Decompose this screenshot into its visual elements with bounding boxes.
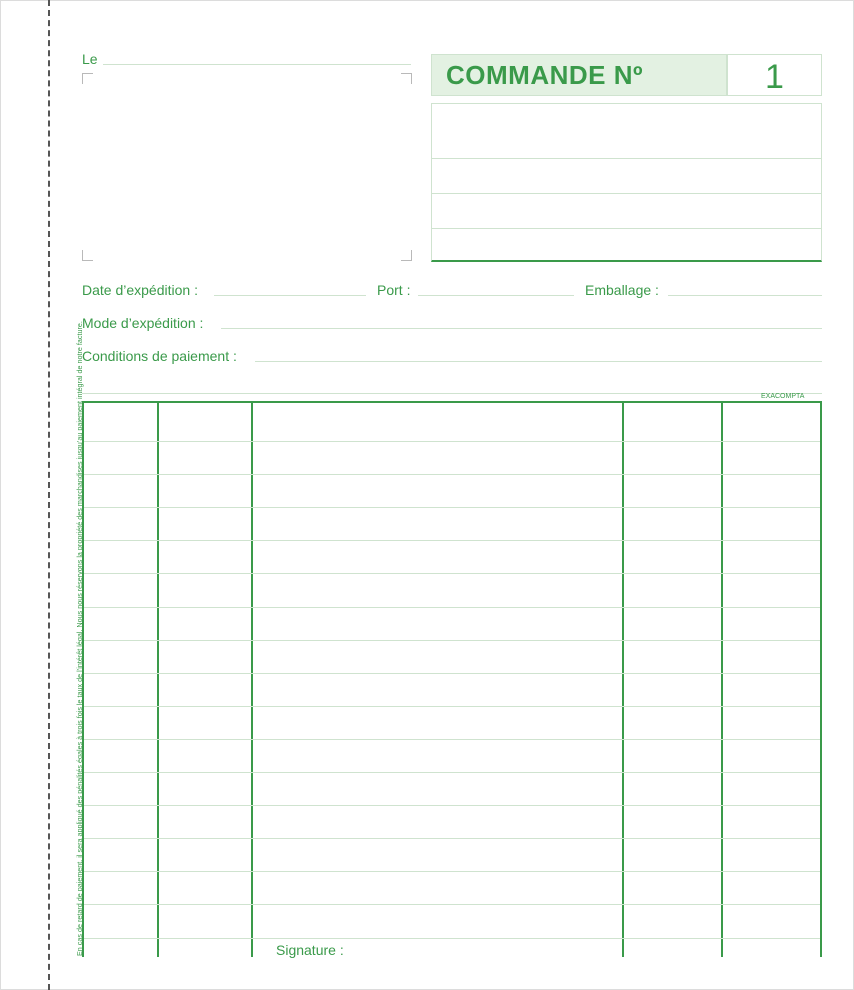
mode-expedition-label: Mode d’expédition :: [82, 315, 204, 331]
table-row-line: [84, 474, 820, 475]
table-row-line: [84, 706, 820, 707]
table-row-line: [84, 805, 820, 806]
conditions-paiement-field[interactable]: [255, 361, 822, 362]
recipient-line: [432, 158, 821, 159]
recipient-address-box[interactable]: [431, 103, 822, 262]
table-row-line: [84, 507, 820, 508]
port-field[interactable]: [418, 295, 574, 296]
emballage-field[interactable]: [668, 295, 822, 296]
legal-note: En cas de retard de paiement, il sera appliqué des pénalités égales à trois fois le taux de l’intérêt légal. Nous nous réservons la propriété des marchandises jusqu’au paiement intégral de notre facture.: [75, 321, 84, 956]
table-row-line: [84, 871, 820, 872]
table-row-line: [84, 540, 820, 541]
table-row-line: [84, 904, 820, 905]
mode-expedition-field[interactable]: [221, 328, 822, 329]
le-date-line[interactable]: [103, 64, 411, 65]
table-column-divider: [157, 403, 159, 957]
recipient-line: [432, 193, 821, 194]
sender-address-area[interactable]: [92, 83, 402, 251]
date-expedition-label: Date d’expédition :: [82, 282, 198, 298]
signature-label: Signature :: [276, 942, 344, 958]
order-title-box: [431, 54, 727, 96]
conditions-paiement-label: Conditions de paiement :: [82, 348, 237, 364]
table-row-line: [84, 739, 820, 740]
table-row-line: [84, 772, 820, 773]
table-column-divider: [251, 403, 253, 957]
order-table: [82, 401, 822, 957]
table-row-line: [84, 938, 820, 939]
address-corner-tr: [401, 73, 412, 84]
address-corner-bl: [82, 250, 93, 261]
table-row-line: [84, 573, 820, 574]
table-row-line: [84, 441, 820, 442]
order-number-box: [727, 54, 822, 96]
table-column-divider: [721, 403, 723, 957]
table-row-line: [84, 838, 820, 839]
table-row-line: [84, 673, 820, 674]
address-corner-br: [401, 250, 412, 261]
date-expedition-field[interactable]: [214, 295, 366, 296]
order-number: 1: [765, 58, 784, 96]
brand-label: EXACOMPTA: [761, 393, 805, 400]
le-label: Le: [82, 51, 98, 67]
table-row-line: [84, 607, 820, 608]
table-row-line: [84, 640, 820, 641]
order-title: COMMANDE Nº: [446, 60, 643, 90]
port-label: Port :: [377, 282, 411, 298]
separator-line: [82, 393, 822, 394]
recipient-line: [432, 228, 821, 229]
table-column-divider: [622, 403, 624, 957]
emballage-label: Emballage :: [585, 282, 659, 298]
perforation-line: [48, 0, 50, 990]
